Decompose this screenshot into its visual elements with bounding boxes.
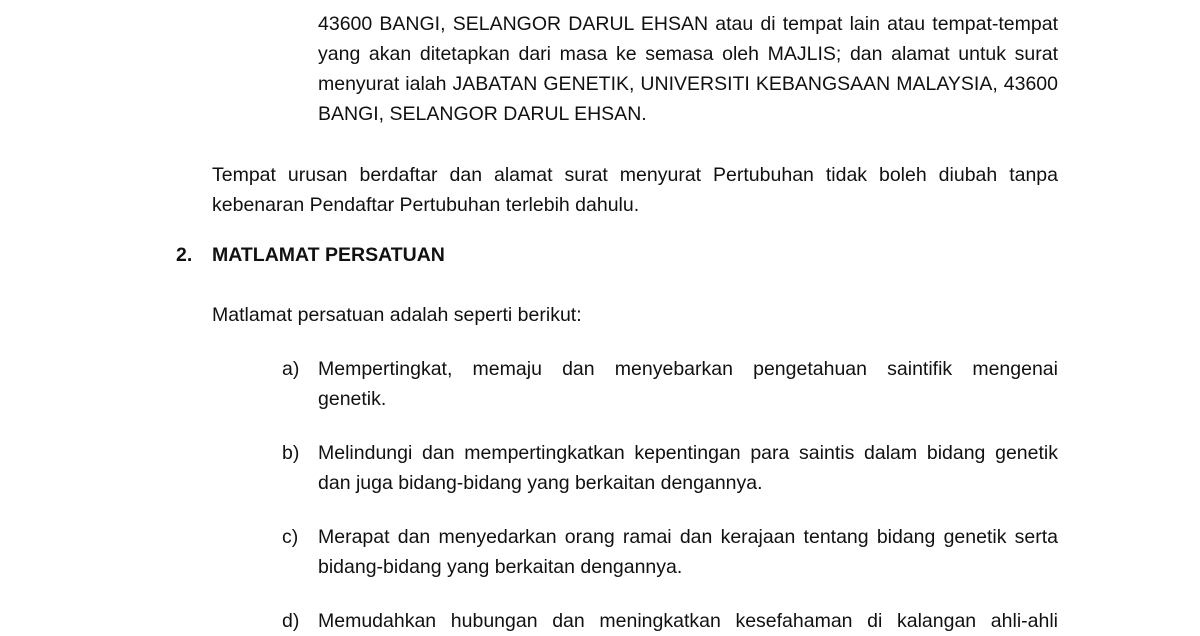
text-line: kebenaran Pendaftar Pertubuhan terlebih dahulu.	[212, 194, 640, 216]
text-line: Tempat urusan berdaftar dan alamat surat menyurat Pertubuhan tidak boleh diubah tanpa	[212, 164, 1058, 186]
text-line: Merapat dan menyedarkan orang ramai dan kerajaan tentang bidang genetik serta	[318, 526, 1058, 548]
section-title: MATLAMAT PERSATUAN	[212, 244, 445, 266]
text-line: dan juga bidang-bidang yang berkaitan dengannya.	[318, 472, 763, 494]
text-line: menyurat ialah JABATAN GENETIK, UNIVERSITI KEBANGSAAN MALAYSIA, 43600	[318, 73, 1058, 95]
list-marker: a)	[282, 358, 300, 380]
list-marker: b)	[282, 442, 300, 464]
text-line: Mempertingkat, memaju dan menyebarkan pengetahuan saintifik mengenai	[318, 358, 1058, 380]
list-marker: c)	[282, 526, 299, 548]
text-line: Melindungi dan mempertingkatkan kepentingan para saintis dalam bidang genetik	[318, 442, 1058, 464]
section-intro: Matlamat persatuan adalah seperti berikut:	[212, 304, 582, 326]
text-line: BANGI, SELANGOR DARUL EHSAN.	[318, 103, 647, 125]
list-marker: d)	[282, 610, 300, 632]
text-line: yang akan ditetapkan dari masa ke semasa oleh MAJLIS; dan alamat untuk surat	[318, 43, 1058, 65]
text-line: bidang-bidang yang berkaitan dengannya.	[318, 556, 683, 578]
clipped-previous-line	[0, 0, 1200, 8]
text-line: Memudahkan hubungan dan meningkatkan kesefahaman di kalangan ahli-ahli	[318, 610, 1058, 632]
text-line: genetik.	[318, 388, 387, 410]
text-line: 43600 BANGI, SELANGOR DARUL EHSAN atau di tempat lain atau tempat-tempat	[318, 13, 1058, 35]
section-number: 2.	[176, 244, 193, 266]
